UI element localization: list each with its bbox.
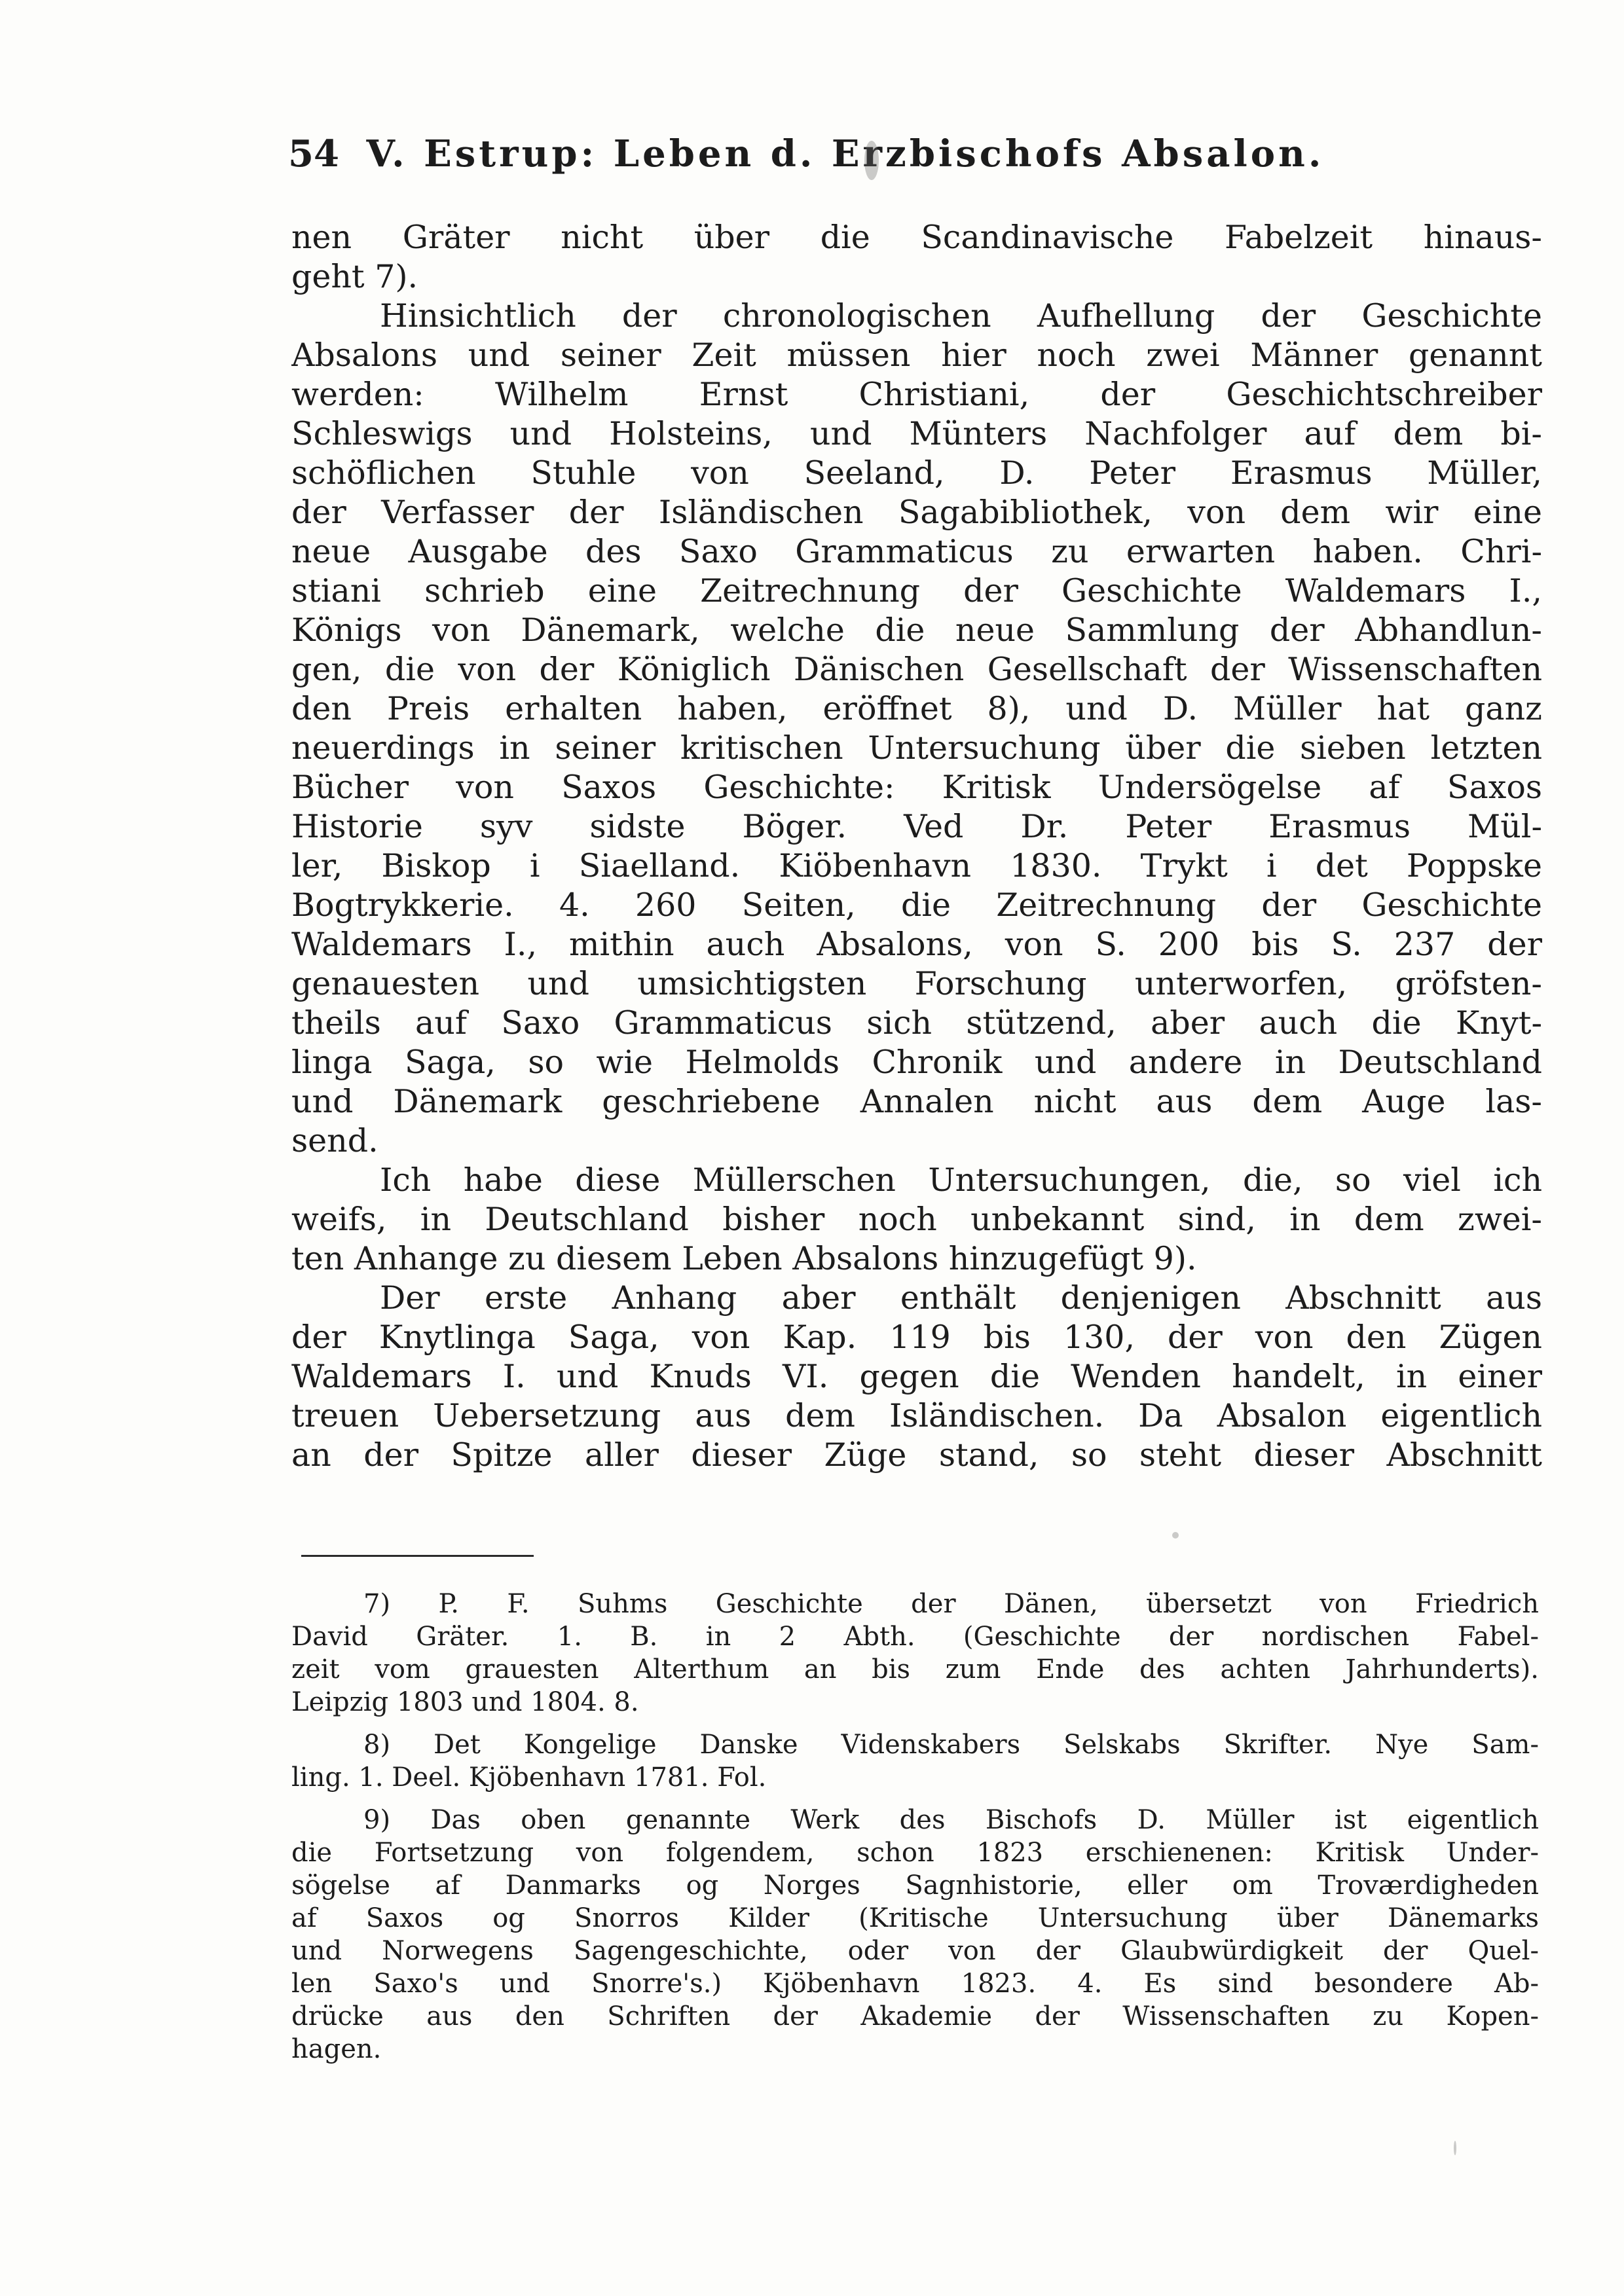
body-line: neuerdings in seiner kritischen Untersuchung über die sieben letzten bbox=[291, 729, 1542, 767]
body-line: Waldemars I., mithin auch Absalons, von S. 200 bis S. 237 der bbox=[291, 926, 1542, 963]
body-line: stiani schrieb eine Zeitrechnung der Geschichte Waldemars I., bbox=[291, 572, 1542, 610]
body-line: und Dänemark geschriebene Annalen nicht aus dem Auge las- bbox=[291, 1083, 1542, 1120]
footnote-line: hagen. bbox=[291, 2034, 382, 2064]
footnote-line: zeit vom grauesten Alterthum an bis zum Ende des achten Jahrhunderts). bbox=[291, 1654, 1539, 1685]
footnote-line: 7) P. F. Suhms Geschichte der Dänen, übersetzt von Friedrich bbox=[363, 1589, 1539, 1619]
body-line: Historie syv sidste Böger. Ved Dr. Peter Erasmus Mül- bbox=[291, 808, 1542, 845]
footnote-line: 8) Det Kongelige Danske Videnskabers Selskabs Skrifter. Nye Sam- bbox=[363, 1730, 1539, 1760]
body-line: den Preis erhalten haben, eröffnet 8), und D. Müller hat ganz bbox=[291, 690, 1542, 727]
body-line: gen, die von der Königlich Dänischen Gesellschaft der Wissenschaften bbox=[291, 651, 1542, 688]
footnote-line: Leipzig 1803 und 1804. 8. bbox=[291, 1687, 639, 1717]
body-line: weifs, in Deutschland bisher noch unbekannt sind, in dem zwei- bbox=[291, 1201, 1542, 1238]
page-number: 54 bbox=[288, 132, 339, 175]
running-header bbox=[288, 128, 1545, 180]
body-line: linga Saga, so wie Helmolds Chronik und andere in Deutschland bbox=[291, 1044, 1542, 1081]
body-line: genauesten und umsichtigsten Forschung unterworfen, gröfsten- bbox=[291, 965, 1542, 1002]
paper-speck bbox=[1454, 2141, 1456, 2155]
body-line: treuen Uebersetzung aus dem Isländischen. Da Absalon eigentlich bbox=[291, 1397, 1542, 1434]
footnote-line: und Norwegens Sagengeschichte, oder von der Glaubwürdigkeit der Quel- bbox=[291, 1936, 1539, 1966]
body-line: ten Anhange zu diesem Leben Absalons hinzugefügt 9). bbox=[291, 1240, 1197, 1277]
footnote-line: David Gräter. 1. B. in 2 Abth. (Geschichte der nordischen Fabel- bbox=[291, 1622, 1539, 1652]
body-line: geht 7). bbox=[291, 258, 418, 295]
body-line: werden: Wilhelm Ernst Christiani, der Geschichtschreiber bbox=[291, 376, 1542, 413]
footnote-line: die Fortsetzung von folgendem, schon 1823 erschienenen: Kritisk Under- bbox=[291, 1838, 1539, 1868]
body-line: Bogtrykkerie. 4. 260 Seiten, die Zeitrechnung der Geschichte bbox=[291, 886, 1542, 924]
paper-speck bbox=[1172, 1532, 1179, 1539]
footnote-line: sögelse af Danmarks og Norges Sagnhistorie, eller om Troværdigheden bbox=[291, 1870, 1539, 1901]
footnote-line: len Saxo's und Snorre's.) Kjöbenhavn 1823. 4. Es sind besondere Ab- bbox=[291, 1969, 1539, 1999]
footnote-line: af Saxos og Snorros Kilder (Kritische Untersuchung über Dänemarks bbox=[291, 1903, 1539, 1933]
body-line: neue Ausgabe des Saxo Grammaticus zu erwarten haben. Chri- bbox=[291, 533, 1542, 570]
body-line: Der erste Anhang aber enthält denjenigen Abschnitt aus bbox=[380, 1279, 1542, 1317]
running-title: V. Estrup: Leben d. Erzbischofs Absalon. bbox=[366, 132, 1325, 175]
body-line: der Knytlinga Saga, von Kap. 119 bis 130, der von den Zügen bbox=[291, 1319, 1542, 1356]
footnote-line: ling. 1. Deel. Kjöbenhavn 1781. Fol. bbox=[291, 1762, 767, 1793]
body-line: Hinsichtlich der chronologischen Aufhellung der Geschichte bbox=[380, 297, 1542, 335]
footnote-separator bbox=[301, 1555, 534, 1557]
body-line: Königs von Dänemark, welche die neue Sammlung der Abhandlun- bbox=[291, 611, 1542, 649]
body-line: send. bbox=[291, 1122, 378, 1159]
body-line: an der Spitze aller dieser Züge stand, so steht dieser Abschnitt bbox=[291, 1436, 1542, 1474]
body-line: der Verfasser der Isländischen Sagabibliothek, von dem wir eine bbox=[291, 494, 1542, 531]
body-line: Bücher von Saxos Geschichte: Kritisk Undersögelse af Saxos bbox=[291, 769, 1542, 806]
body-line: Absalons und seiner Zeit müssen hier noch zwei Männer genannt bbox=[291, 337, 1542, 374]
body-line: Schleswigs und Holsteins, und Münters Nachfolger auf dem bi- bbox=[291, 415, 1542, 452]
body-line: theils auf Saxo Grammaticus sich stützend, aber auch die Knyt- bbox=[291, 1004, 1542, 1042]
footnote-line: drücke aus den Schriften der Akademie der Wissenschaften zu Kopen- bbox=[291, 2001, 1539, 2032]
paper-stain bbox=[864, 141, 879, 180]
footnote-line: 9) Das oben genannte Werk des Bischofs D. Müller ist eigentlich bbox=[363, 1805, 1539, 1835]
paper-speck bbox=[1175, 1372, 1181, 1377]
body-line: schöflichen Stuhle von Seeland, D. Peter Erasmus Müller, bbox=[291, 454, 1542, 492]
body-line: Waldemars I. und Knuds VI. gegen die Wenden handelt, in einer bbox=[291, 1358, 1542, 1395]
body-line: ler, Biskop i Siaelland. Kiöbenhavn 1830. Trykt i det Poppske bbox=[291, 847, 1542, 884]
body-line: Ich habe diese Müllerschen Untersuchungen, die, so viel ich bbox=[380, 1161, 1542, 1199]
body-line: nen Gräter nicht über die Scandinavische Fabelzeit hinaus- bbox=[291, 219, 1542, 256]
